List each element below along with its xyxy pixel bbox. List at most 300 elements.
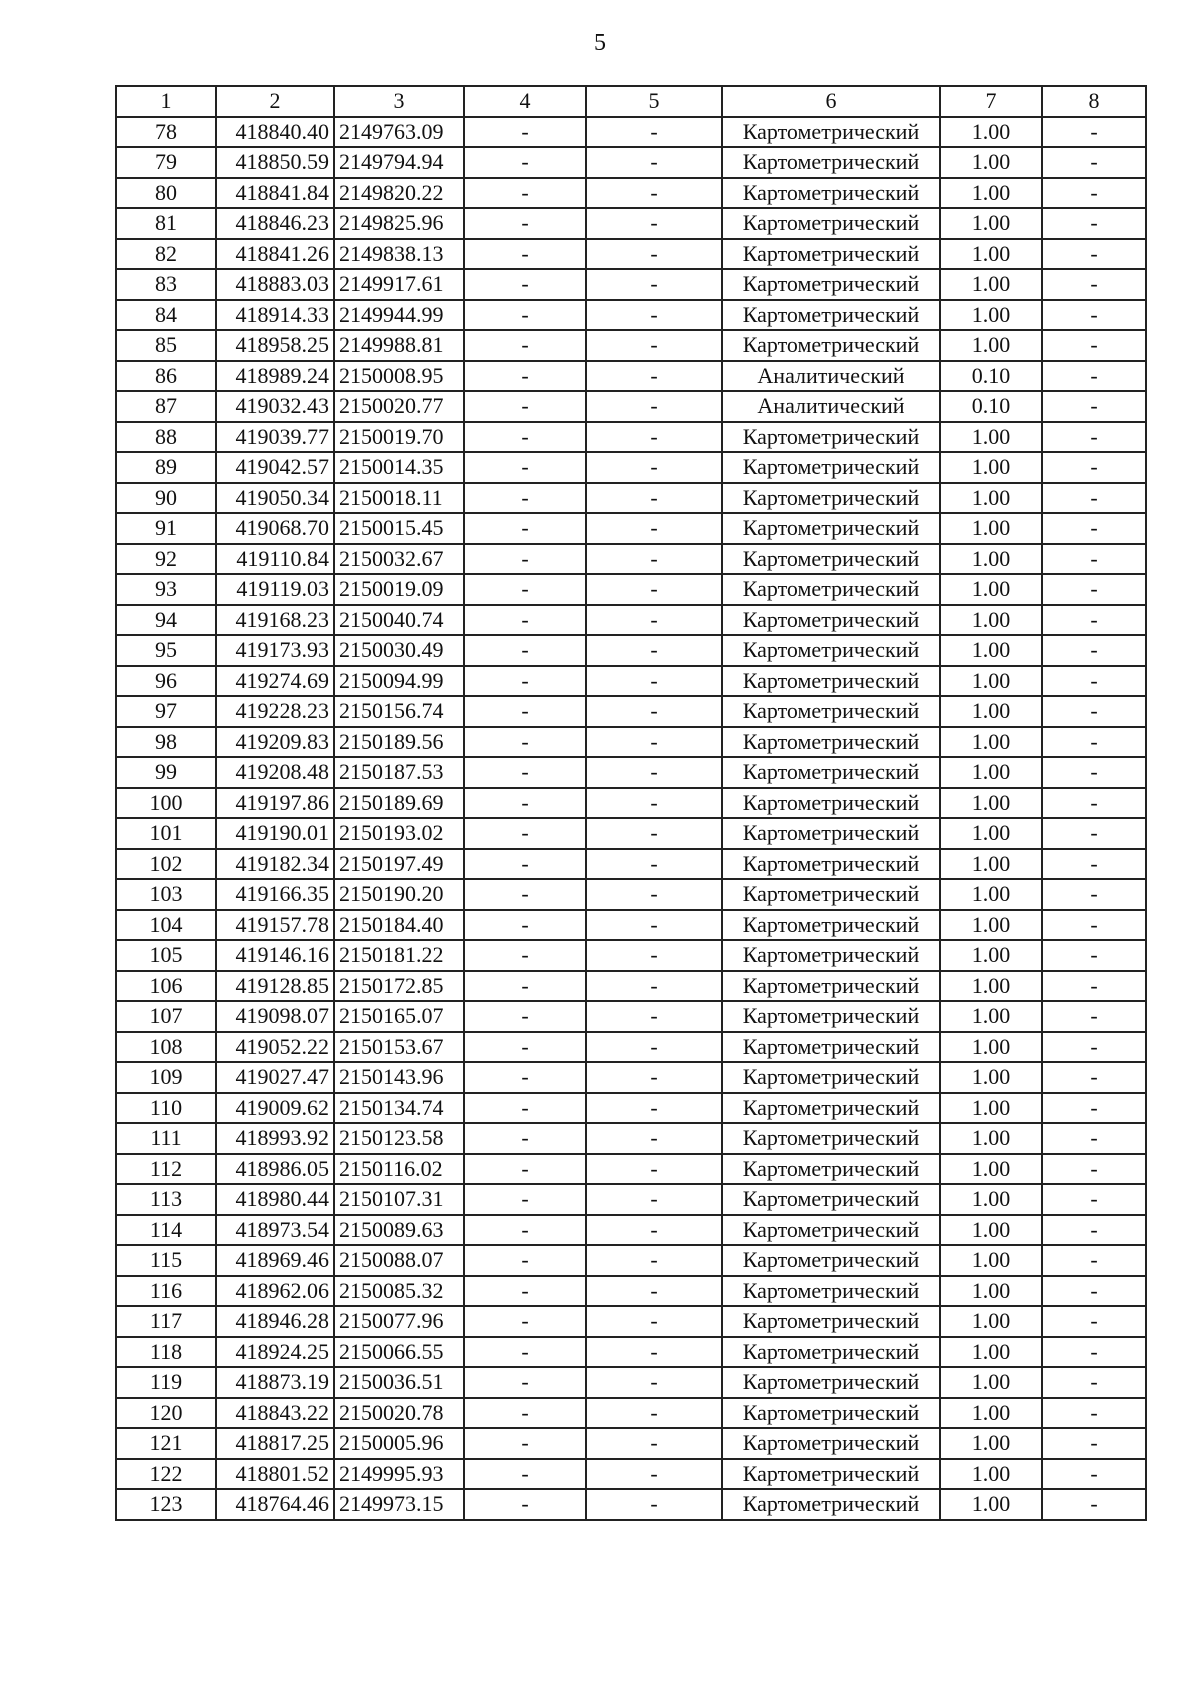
col5-cell: - — [586, 361, 722, 392]
x-coordinate-cell: 419166.35 — [216, 879, 334, 910]
point-number-cell: 120 — [116, 1398, 216, 1429]
col8-cell: - — [1042, 483, 1146, 514]
method-cell: Картометрический — [722, 1306, 940, 1337]
x-coordinate-cell: 419208.48 — [216, 757, 334, 788]
col5-cell: - — [586, 727, 722, 758]
y-coordinate-cell: 2149995.93 — [334, 1459, 464, 1490]
table-row — [116, 971, 1146, 1002]
col5-cell: - — [586, 788, 722, 819]
method-cell: Картометрический — [722, 1062, 940, 1093]
table-row — [116, 788, 1146, 819]
accuracy-cell: 1.00 — [940, 635, 1042, 666]
method-cell: Картометрический — [722, 1367, 940, 1398]
table-row — [116, 269, 1146, 300]
col8-cell: - — [1042, 391, 1146, 422]
accuracy-cell: 1.00 — [940, 666, 1042, 697]
col4-cell: - — [464, 1215, 586, 1246]
col5-cell: - — [586, 1337, 722, 1368]
point-number-cell: 118 — [116, 1337, 216, 1368]
accuracy-cell: 1.00 — [940, 1306, 1042, 1337]
accuracy-cell: 1.00 — [940, 1062, 1042, 1093]
x-coordinate-cell: 418989.24 — [216, 361, 334, 392]
method-cell: Картометрический — [722, 1093, 940, 1124]
point-number-cell: 111 — [116, 1123, 216, 1154]
method-cell: Картометрический — [722, 849, 940, 880]
col4-cell: - — [464, 1093, 586, 1124]
point-number-cell: 114 — [116, 1215, 216, 1246]
col4-cell: - — [464, 483, 586, 514]
table-row — [116, 1306, 1146, 1337]
y-coordinate-cell: 2150019.70 — [334, 422, 464, 453]
y-coordinate-cell: 2150018.11 — [334, 483, 464, 514]
col8-cell: - — [1042, 361, 1146, 392]
y-coordinate-cell: 2149973.15 — [334, 1489, 464, 1520]
col8-cell: - — [1042, 452, 1146, 483]
y-coordinate-cell: 2150085.32 — [334, 1276, 464, 1307]
col8-cell: - — [1042, 422, 1146, 453]
col8-cell: - — [1042, 818, 1146, 849]
method-cell: Картометрический — [722, 788, 940, 819]
col8-cell: - — [1042, 269, 1146, 300]
method-cell: Картометрический — [722, 330, 940, 361]
accuracy-cell: 1.00 — [940, 605, 1042, 636]
col5-cell: - — [586, 1306, 722, 1337]
y-coordinate-cell: 2150107.31 — [334, 1184, 464, 1215]
point-number-cell: 123 — [116, 1489, 216, 1520]
table-row — [116, 1489, 1146, 1520]
col4-cell: - — [464, 269, 586, 300]
y-coordinate-cell: 2150143.96 — [334, 1062, 464, 1093]
accuracy-cell: 1.00 — [940, 544, 1042, 575]
accuracy-cell: 1.00 — [940, 1337, 1042, 1368]
method-cell: Картометрический — [722, 1215, 940, 1246]
col8-cell: - — [1042, 1489, 1146, 1520]
col4-cell: - — [464, 1123, 586, 1154]
accuracy-cell: 1.00 — [940, 483, 1042, 514]
x-coordinate-cell: 418924.25 — [216, 1337, 334, 1368]
y-coordinate-cell: 2149917.61 — [334, 269, 464, 300]
y-coordinate-cell: 2150193.02 — [334, 818, 464, 849]
method-cell: Картометрический — [722, 1245, 940, 1276]
point-number-cell: 102 — [116, 849, 216, 880]
point-number-cell: 117 — [116, 1306, 216, 1337]
method-cell: Картометрический — [722, 483, 940, 514]
accuracy-cell: 1.00 — [940, 1001, 1042, 1032]
y-coordinate-cell: 2150040.74 — [334, 605, 464, 636]
x-coordinate-cell: 418846.23 — [216, 208, 334, 239]
table-row — [116, 757, 1146, 788]
point-number-cell: 93 — [116, 574, 216, 605]
y-coordinate-cell: 2150089.63 — [334, 1215, 464, 1246]
method-cell: Картометрический — [722, 696, 940, 727]
col5-cell: - — [586, 300, 722, 331]
col5-cell: - — [586, 1428, 722, 1459]
method-cell: Картометрический — [722, 1123, 940, 1154]
col5-cell: - — [586, 1093, 722, 1124]
col5-cell: - — [586, 1154, 722, 1185]
accuracy-cell: 1.00 — [940, 696, 1042, 727]
column-header: 8 — [1042, 86, 1146, 117]
method-cell: Картометрический — [722, 147, 940, 178]
col4-cell: - — [464, 178, 586, 209]
point-number-cell: 99 — [116, 757, 216, 788]
table-row — [116, 1032, 1146, 1063]
x-coordinate-cell: 419052.22 — [216, 1032, 334, 1063]
x-coordinate-cell: 419228.23 — [216, 696, 334, 727]
point-number-cell: 89 — [116, 452, 216, 483]
table-row — [116, 361, 1146, 392]
col8-cell: - — [1042, 1093, 1146, 1124]
method-cell: Картометрический — [722, 1489, 940, 1520]
y-coordinate-cell: 2150190.20 — [334, 879, 464, 910]
y-coordinate-cell: 2150005.96 — [334, 1428, 464, 1459]
coordinates-table — [115, 85, 1147, 1521]
point-number-cell: 91 — [116, 513, 216, 544]
col8-cell: - — [1042, 208, 1146, 239]
col8-cell: - — [1042, 574, 1146, 605]
col5-cell: - — [586, 422, 722, 453]
accuracy-cell: 1.00 — [940, 971, 1042, 1002]
col8-cell: - — [1042, 940, 1146, 971]
table-row — [116, 1001, 1146, 1032]
x-coordinate-cell: 419110.84 — [216, 544, 334, 575]
col8-cell: - — [1042, 1001, 1146, 1032]
accuracy-cell: 1.00 — [940, 879, 1042, 910]
table-header-row — [116, 86, 1146, 117]
col5-cell: - — [586, 1123, 722, 1154]
x-coordinate-cell: 419190.01 — [216, 818, 334, 849]
col4-cell: - — [464, 147, 586, 178]
table-row — [116, 1367, 1146, 1398]
table-row — [116, 879, 1146, 910]
point-number-cell: 112 — [116, 1154, 216, 1185]
y-coordinate-cell: 2150189.69 — [334, 788, 464, 819]
col4-cell: - — [464, 422, 586, 453]
point-number-cell: 96 — [116, 666, 216, 697]
col5-cell: - — [586, 696, 722, 727]
accuracy-cell: 1.00 — [940, 849, 1042, 880]
table-row — [116, 422, 1146, 453]
accuracy-cell: 1.00 — [940, 239, 1042, 270]
y-coordinate-cell: 2150014.35 — [334, 452, 464, 483]
x-coordinate-cell: 418946.28 — [216, 1306, 334, 1337]
y-coordinate-cell: 2150197.49 — [334, 849, 464, 880]
method-cell: Картометрический — [722, 818, 940, 849]
table-row — [116, 605, 1146, 636]
col8-cell: - — [1042, 1428, 1146, 1459]
col8-cell: - — [1042, 849, 1146, 880]
col5-cell: - — [586, 1001, 722, 1032]
x-coordinate-cell: 419157.78 — [216, 910, 334, 941]
col5-cell: - — [586, 940, 722, 971]
col4-cell: - — [464, 849, 586, 880]
col4-cell: - — [464, 300, 586, 331]
col8-cell: - — [1042, 635, 1146, 666]
x-coordinate-cell: 419173.93 — [216, 635, 334, 666]
col5-cell: - — [586, 269, 722, 300]
col4-cell: - — [464, 696, 586, 727]
x-coordinate-cell: 419119.03 — [216, 574, 334, 605]
x-coordinate-cell: 419098.07 — [216, 1001, 334, 1032]
accuracy-cell: 1.00 — [940, 1367, 1042, 1398]
x-coordinate-cell: 418993.92 — [216, 1123, 334, 1154]
col4-cell: - — [464, 1306, 586, 1337]
accuracy-cell: 0.10 — [940, 361, 1042, 392]
col4-cell: - — [464, 605, 586, 636]
accuracy-cell: 1.00 — [940, 727, 1042, 758]
table-row — [116, 1123, 1146, 1154]
col8-cell: - — [1042, 696, 1146, 727]
y-coordinate-cell: 2149794.94 — [334, 147, 464, 178]
page-number: 5 — [594, 30, 606, 56]
point-number-cell: 84 — [116, 300, 216, 331]
accuracy-cell: 1.00 — [940, 269, 1042, 300]
point-number-cell: 86 — [116, 361, 216, 392]
column-header: 4 — [464, 86, 586, 117]
x-coordinate-cell: 419128.85 — [216, 971, 334, 1002]
y-coordinate-cell: 2150015.45 — [334, 513, 464, 544]
point-number-cell: 95 — [116, 635, 216, 666]
y-coordinate-cell: 2149763.09 — [334, 117, 464, 148]
col5-cell: - — [586, 574, 722, 605]
col5-cell: - — [586, 605, 722, 636]
col5-cell: - — [586, 666, 722, 697]
table-row — [116, 727, 1146, 758]
x-coordinate-cell: 419168.23 — [216, 605, 334, 636]
point-number-cell: 94 — [116, 605, 216, 636]
table-row — [116, 1398, 1146, 1429]
table-row — [116, 330, 1146, 361]
table-row — [116, 849, 1146, 880]
col5-cell: - — [586, 910, 722, 941]
x-coordinate-cell: 418764.46 — [216, 1489, 334, 1520]
col4-cell: - — [464, 117, 586, 148]
col5-cell: - — [586, 1184, 722, 1215]
x-coordinate-cell: 419009.62 — [216, 1093, 334, 1124]
table-row — [116, 666, 1146, 697]
col5-cell: - — [586, 818, 722, 849]
accuracy-cell: 1.00 — [940, 513, 1042, 544]
table-body — [116, 117, 1146, 1520]
col4-cell: - — [464, 1398, 586, 1429]
accuracy-cell: 1.00 — [940, 330, 1042, 361]
col8-cell: - — [1042, 1245, 1146, 1276]
col8-cell: - — [1042, 971, 1146, 1002]
col4-cell: - — [464, 574, 586, 605]
col8-cell: - — [1042, 544, 1146, 575]
method-cell: Картометрический — [722, 727, 940, 758]
col4-cell: - — [464, 1367, 586, 1398]
accuracy-cell: 1.00 — [940, 452, 1042, 483]
x-coordinate-cell: 419068.70 — [216, 513, 334, 544]
method-cell: Картометрический — [722, 544, 940, 575]
x-coordinate-cell: 418841.26 — [216, 239, 334, 270]
col4-cell: - — [464, 1245, 586, 1276]
col4-cell: - — [464, 666, 586, 697]
accuracy-cell: 1.00 — [940, 208, 1042, 239]
col4-cell: - — [464, 757, 586, 788]
table-row — [116, 910, 1146, 941]
accuracy-cell: 1.00 — [940, 1184, 1042, 1215]
table-row — [116, 208, 1146, 239]
point-number-cell: 106 — [116, 971, 216, 1002]
method-cell: Картометрический — [722, 300, 940, 331]
col4-cell: - — [464, 239, 586, 270]
col8-cell: - — [1042, 117, 1146, 148]
method-cell: Картометрический — [722, 635, 940, 666]
col5-cell: - — [586, 1398, 722, 1429]
col8-cell: - — [1042, 1276, 1146, 1307]
col4-cell: - — [464, 940, 586, 971]
table-row — [116, 696, 1146, 727]
x-coordinate-cell: 418841.84 — [216, 178, 334, 209]
x-coordinate-cell: 418883.03 — [216, 269, 334, 300]
col5-cell: - — [586, 452, 722, 483]
col4-cell: - — [464, 910, 586, 941]
y-coordinate-cell: 2150181.22 — [334, 940, 464, 971]
x-coordinate-cell: 419027.47 — [216, 1062, 334, 1093]
accuracy-cell: 1.00 — [940, 1398, 1042, 1429]
accuracy-cell: 1.00 — [940, 1428, 1042, 1459]
accuracy-cell: 1.00 — [940, 178, 1042, 209]
col8-cell: - — [1042, 1398, 1146, 1429]
point-number-cell: 116 — [116, 1276, 216, 1307]
x-coordinate-cell: 419146.16 — [216, 940, 334, 971]
table-row — [116, 1154, 1146, 1185]
method-cell: Картометрический — [722, 1154, 940, 1185]
col4-cell: - — [464, 1337, 586, 1368]
table-row — [116, 544, 1146, 575]
table-row — [116, 1245, 1146, 1276]
table-row — [116, 1276, 1146, 1307]
x-coordinate-cell: 419050.34 — [216, 483, 334, 514]
col4-cell: - — [464, 391, 586, 422]
column-header: 2 — [216, 86, 334, 117]
col4-cell: - — [464, 818, 586, 849]
y-coordinate-cell: 2150094.99 — [334, 666, 464, 697]
y-coordinate-cell: 2150032.67 — [334, 544, 464, 575]
y-coordinate-cell: 2149825.96 — [334, 208, 464, 239]
accuracy-cell: 1.00 — [940, 818, 1042, 849]
accuracy-cell: 1.00 — [940, 300, 1042, 331]
col5-cell: - — [586, 849, 722, 880]
x-coordinate-cell: 418962.06 — [216, 1276, 334, 1307]
method-cell: Картометрический — [722, 513, 940, 544]
col5-cell: - — [586, 1459, 722, 1490]
col8-cell: - — [1042, 1032, 1146, 1063]
y-coordinate-cell: 2150077.96 — [334, 1306, 464, 1337]
accuracy-cell: 1.00 — [940, 422, 1042, 453]
point-number-cell: 119 — [116, 1367, 216, 1398]
table-row — [116, 635, 1146, 666]
y-coordinate-cell: 2150019.09 — [334, 574, 464, 605]
table-row — [116, 513, 1146, 544]
accuracy-cell: 1.00 — [940, 1489, 1042, 1520]
column-header: 5 — [586, 86, 722, 117]
col5-cell: - — [586, 1215, 722, 1246]
col5-cell: - — [586, 208, 722, 239]
col8-cell: - — [1042, 330, 1146, 361]
col5-cell: - — [586, 513, 722, 544]
method-cell: Картометрический — [722, 1032, 940, 1063]
method-cell: Картометрический — [722, 1428, 940, 1459]
table-row — [116, 1184, 1146, 1215]
y-coordinate-cell: 2150123.58 — [334, 1123, 464, 1154]
method-cell: Картометрический — [722, 178, 940, 209]
col4-cell: - — [464, 452, 586, 483]
x-coordinate-cell: 419182.34 — [216, 849, 334, 880]
y-coordinate-cell: 2149944.99 — [334, 300, 464, 331]
method-cell: Картометрический — [722, 1337, 940, 1368]
table-row — [116, 117, 1146, 148]
col8-cell: - — [1042, 178, 1146, 209]
method-cell: Картометрический — [722, 1001, 940, 1032]
accuracy-cell: 1.00 — [940, 757, 1042, 788]
point-number-cell: 97 — [116, 696, 216, 727]
method-cell: Аналитический — [722, 391, 940, 422]
method-cell: Картометрический — [722, 1398, 940, 1429]
col4-cell: - — [464, 1184, 586, 1215]
method-cell: Картометрический — [722, 666, 940, 697]
col5-cell: - — [586, 239, 722, 270]
accuracy-cell: 1.00 — [940, 1459, 1042, 1490]
method-cell: Картометрический — [722, 239, 940, 270]
accuracy-cell: 1.00 — [940, 1093, 1042, 1124]
x-coordinate-cell: 419274.69 — [216, 666, 334, 697]
x-coordinate-cell: 418817.25 — [216, 1428, 334, 1459]
col8-cell: - — [1042, 1062, 1146, 1093]
column-header: 3 — [334, 86, 464, 117]
table-row — [116, 452, 1146, 483]
column-header: 7 — [940, 86, 1042, 117]
table-row — [116, 147, 1146, 178]
point-number-cell: 109 — [116, 1062, 216, 1093]
x-coordinate-cell: 418843.22 — [216, 1398, 334, 1429]
col8-cell: - — [1042, 1154, 1146, 1185]
accuracy-cell: 1.00 — [940, 910, 1042, 941]
col8-cell: - — [1042, 727, 1146, 758]
x-coordinate-cell: 418969.46 — [216, 1245, 334, 1276]
point-number-cell: 104 — [116, 910, 216, 941]
col8-cell: - — [1042, 1184, 1146, 1215]
method-cell: Аналитический — [722, 361, 940, 392]
col4-cell: - — [464, 330, 586, 361]
column-header: 1 — [116, 86, 216, 117]
point-number-cell: 122 — [116, 1459, 216, 1490]
accuracy-cell: 1.00 — [940, 1032, 1042, 1063]
col5-cell: - — [586, 1062, 722, 1093]
col4-cell: - — [464, 1032, 586, 1063]
table-row — [116, 1459, 1146, 1490]
col5-cell: - — [586, 178, 722, 209]
point-number-cell: 92 — [116, 544, 216, 575]
col8-cell: - — [1042, 757, 1146, 788]
x-coordinate-cell: 419032.43 — [216, 391, 334, 422]
method-cell: Картометрический — [722, 574, 940, 605]
point-number-cell: 85 — [116, 330, 216, 361]
table-row — [116, 300, 1146, 331]
y-coordinate-cell: 2150020.78 — [334, 1398, 464, 1429]
table-row — [116, 391, 1146, 422]
table-row — [116, 1428, 1146, 1459]
y-coordinate-cell: 2150020.77 — [334, 391, 464, 422]
col8-cell: - — [1042, 1306, 1146, 1337]
table-row — [116, 1062, 1146, 1093]
method-cell: Картометрический — [722, 1184, 940, 1215]
point-number-cell: 107 — [116, 1001, 216, 1032]
method-cell: Картометрический — [722, 605, 940, 636]
col8-cell: - — [1042, 1215, 1146, 1246]
